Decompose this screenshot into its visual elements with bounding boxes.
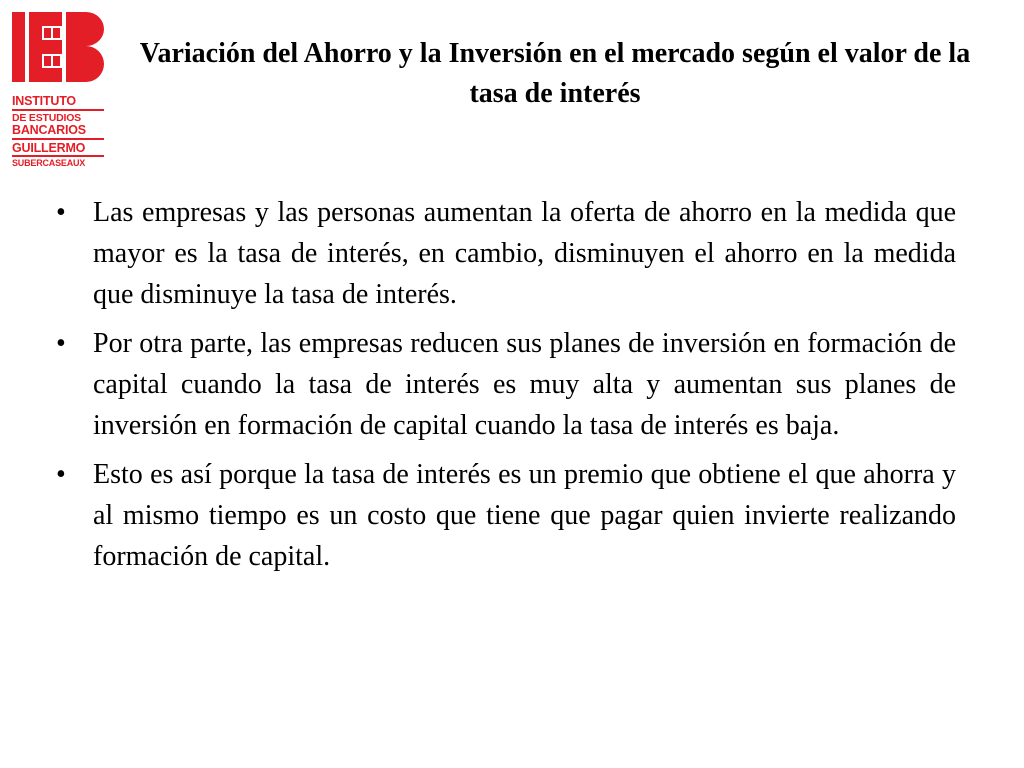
bullet-text: Las empresas y las personas aumentan la oferta de ahorro en la medida que mayor es la tasa de interés, en cambio, disminuyen el ahorro en la medida que disminuye la tasa de interés. (93, 197, 956, 310)
bullet-dot-icon: • (56, 459, 66, 490)
logo-line: SUBERCASEAUX (12, 158, 86, 168)
bullet-item (56, 323, 956, 446)
slide-title: Variación del Ahorro y la Inversión en el mercado según el valor de la tasa de interés (139, 38, 971, 109)
logo-divider (12, 155, 104, 157)
institute-logo (12, 12, 112, 168)
logo-wordmark (12, 95, 112, 168)
ieb-emblem-icon (12, 12, 112, 84)
logo-divider (12, 109, 104, 111)
logo-line: INSTITUTO (12, 94, 76, 108)
bullet-item (56, 454, 956, 577)
bullet-list (56, 192, 956, 585)
logo-line: GUILLERMO (12, 140, 86, 155)
logo-divider (12, 138, 104, 140)
bullet-text: Por otra parte, las empresas reducen sus planes de inversión en formación de capital cuando la tasa de interés es muy alta y aumentan sus planes de inversión en formación de capital cuando la tasa de interés es baja. (93, 328, 956, 441)
bullet-dot-icon: • (56, 328, 66, 359)
logo-line: BANCARIOS (12, 123, 86, 137)
bullet-item (56, 192, 956, 315)
bullet-dot-icon: • (56, 197, 66, 228)
logo-line: DE ESTUDIOS (12, 111, 81, 124)
bullet-text: Esto es así porque la tasa de interés es un premio que obtiene el que ahorra y al mismo tiempo es un costo que tiene que pagar quien invierte realizando formación de capital. (93, 459, 956, 572)
